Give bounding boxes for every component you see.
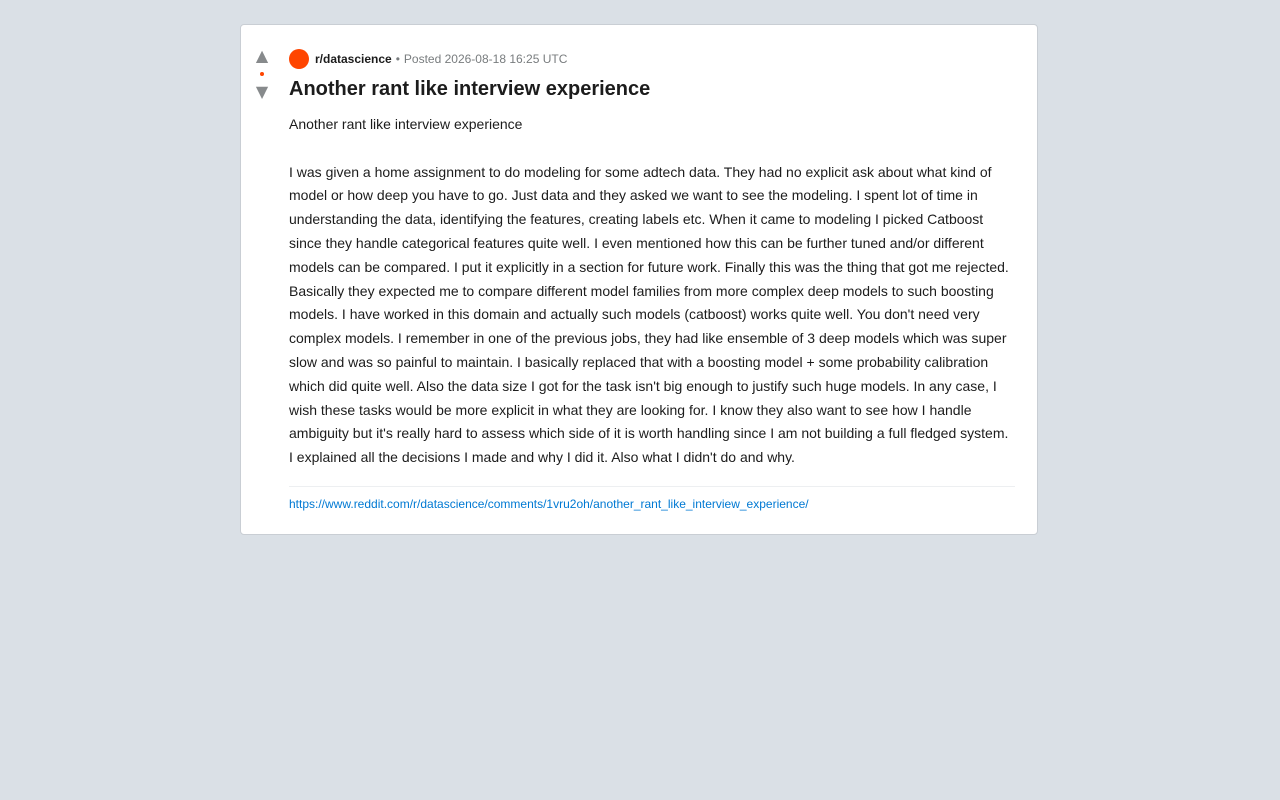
permalink-link[interactable]: https://www.reddit.com/r/datascience/comments/1vru2oh/another_rant_like_interview_experience/ — [289, 496, 809, 511]
posted-timestamp: Posted 2026-08-18 16:25 UTC — [403, 52, 568, 66]
vote-score-dot — [260, 72, 264, 76]
vote-column — [252, 47, 272, 101]
upvote-arrow-icon[interactable]: ▲ — [255, 46, 269, 65]
post-body: Another rant like interview experience I was given a home assignment to do modeling for some adtech data. They had no explicit ask about what kind of model or how deep you have to go. Just data and they asked we want to see the modeling. I spent lot of time in understanding the data, identifying the features, creating labels etc. When it came to modeling I picked Catboost since they handle categorical features quite well. I even mentioned how this can be further tuned and/or different models can be compared. I put it explicitly in a section for future work. Finally this was the thing that got me rejected. Basically they expected me to compare different model families from more complex deep models to such boosting models. I have worked in this domain and actually such models (catboost) works quite well. You don't need very complex models. I remember in one of the previous jobs, they had like ensemble of 3 deep models which was super slow and was so painful to maintain. I basically replaced that with a boosting model + some probability calibration which did quite well. Also the data size I got for the task isn't big enough to justify such huge models. In any case, I wish these tasks would be more explicit in what they are looking for. I know they also want to see how I handle ambiguity but it's really hard to assess which side of it is worth handling since I am not building a full fledged system. I explained all the decisions I made and why I did it. Also what I didn't do and why. — [289, 116, 1009, 466]
post-content — [289, 49, 1015, 513]
subreddit-link[interactable]: r/datascience — [315, 52, 392, 66]
post-footer — [289, 486, 1015, 513]
meta-separator: • — [395, 52, 400, 66]
post-card — [240, 24, 1038, 535]
subreddit-icon[interactable] — [289, 49, 309, 69]
post-title: Another rant like interview experience — [289, 78, 651, 100]
post-meta — [289, 49, 1015, 69]
downvote-arrow-icon[interactable]: ▼ — [255, 82, 269, 101]
